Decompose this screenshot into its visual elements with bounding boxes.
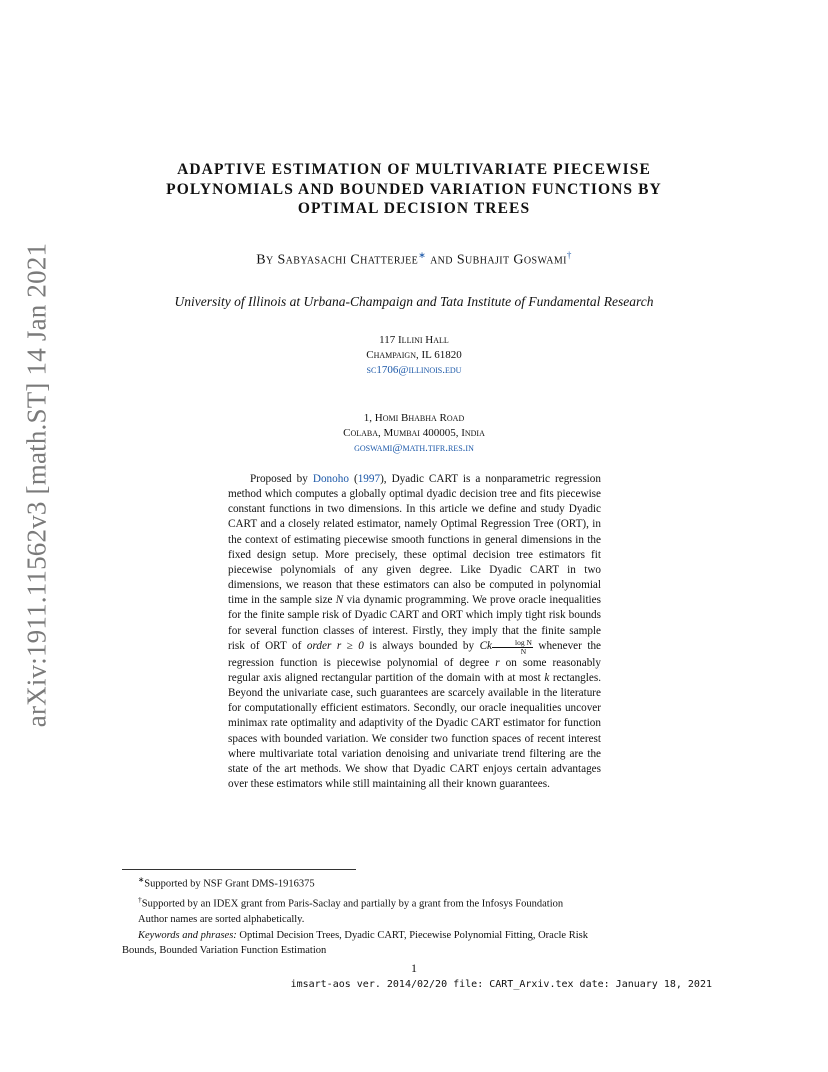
footnote-mark: † bbox=[138, 895, 142, 904]
title-line: OPTIMAL DECISION TREES bbox=[297, 200, 531, 217]
abstract-text: whenever the regression function is piecewise polynomial of degree bbox=[228, 639, 602, 669]
address-block bbox=[214, 411, 614, 456]
affiliation: University of Illinois at Urbana-Champaign and Tata Institute of Fundamental Research bbox=[174, 294, 654, 309]
address-line: Champaign, IL 61820 bbox=[366, 349, 462, 361]
arxiv-sidebar bbox=[14, 242, 60, 728]
emphasis-text: order bbox=[306, 639, 332, 652]
math-expression: r ≥ 0 bbox=[336, 639, 364, 652]
title-line: POLYNOMIALS AND BOUNDED VARIATION FUNCTIONS BY bbox=[166, 180, 662, 198]
abstract-text: Proposed by bbox=[250, 473, 313, 485]
abstract-text: ( bbox=[348, 473, 358, 485]
math-fraction bbox=[492, 639, 533, 656]
citation-author-link[interactable]: Donoho bbox=[312, 473, 349, 485]
abstract-text: rectangles. Beyond the univariate case, such guarantees are scarcely available in the literature for computationally efficient estimators. Secondly, our oracle inequalities uncover minimax rate optimality and adaptivity of the Dyadic CART estimator for function spaces with bounded variation. We consider two function spaces of recent interest where multivariate total variation denoising and univariate trend filtering are the state of the art methods. We show that Dyadic CART enjoys certain advantages over these estimators while still maintaining all their known guarantees. bbox=[228, 671, 601, 790]
citation-year-link[interactable]: 1997 bbox=[357, 473, 381, 485]
keywords bbox=[122, 928, 712, 944]
abstract bbox=[228, 472, 601, 792]
math-symbol: r bbox=[495, 656, 500, 669]
abstract-text: ), Dyadic CART is a nonparametric regression method which computes a globally optimal dyadic decision tree and fits piecewise constant functions in two dimensions. In this article we define and study Dyadic CART and a closely related estimator, namely Optimal Regression Tree (ORT), in the context of estimating piecewise smooth functions in general dimensions in the fixed design setup. More precisely, these optimal decision tree estimators fit piecewise polynomials of any given degree. Like Dyadic CART in two dimensions, we reason that these estimators can also be computed in polynomial time in the sample size bbox=[228, 473, 601, 607]
email-link[interactable]: sc1706@illinois.edu bbox=[366, 364, 462, 376]
author-line bbox=[120, 250, 708, 269]
footnote-mark: ∗ bbox=[138, 875, 145, 884]
email-link[interactable]: goswami@math.tifr.res.in bbox=[354, 442, 474, 454]
abstract-text: via dynamic programming. We prove oracle inequalities for the finite sample risk of Dyadic CART and ORT which imply tight risk bounds for several function classes of interest. Firstly, they imply that the finite sample risk of ORT of bbox=[228, 594, 601, 652]
imsart-footer: imsart-aos ver. 2014/02/20 file: CART_Arxiv.tex date: January 18, 2021 bbox=[290, 979, 712, 990]
address-line: Colaba, Mumbai 400005, India bbox=[343, 427, 485, 439]
author-name: Sabyasachi Chatterjee bbox=[277, 252, 419, 268]
arxiv-identifier: arXiv:1911.11562v3 [math.ST] 14 Jan 2021 bbox=[21, 242, 52, 728]
footnote-marker-link[interactable]: ∗ bbox=[418, 250, 427, 260]
by-label: By bbox=[256, 252, 274, 268]
math-expression: Ck bbox=[479, 639, 493, 652]
footnote-text: Supported by an IDEX grant from Paris-Saclay and partially by a grant from the Infosys Foundation bbox=[141, 898, 564, 910]
footnote-text: Supported by NSF Grant DMS-1916375 bbox=[144, 878, 315, 890]
address-block bbox=[214, 333, 614, 378]
author-name: Subhajit Goswami bbox=[456, 252, 567, 268]
page-number: 1 bbox=[411, 961, 417, 975]
footnote-rule bbox=[122, 869, 356, 870]
paper-title bbox=[120, 160, 708, 219]
and-label: and bbox=[430, 252, 453, 268]
keywords-continued: Bounds, Bounded Variation Function Estimation bbox=[122, 945, 327, 956]
footnote bbox=[122, 872, 712, 892]
keywords-text: Optimal Decision Trees, Dyadic CART, Piecewise Polynomial Fitting, Oracle Risk bbox=[236, 929, 588, 941]
abstract-text: is always bounded by bbox=[363, 639, 480, 652]
footnote-marker-link[interactable]: † bbox=[566, 250, 572, 260]
abstract-text: on some reasonably regular axis aligned rectangular partition of the domain with at most bbox=[228, 656, 602, 684]
keywords-label: Keywords and phrases: bbox=[138, 929, 237, 941]
math-symbol: k bbox=[544, 671, 550, 684]
footnotes bbox=[122, 872, 712, 959]
title-line: ADAPTIVE ESTIMATION OF MULTIVARIATE PIECEWISE bbox=[177, 161, 651, 178]
fraction-denominator: N bbox=[520, 646, 527, 656]
fraction-numerator: log N bbox=[492, 639, 533, 648]
footnote bbox=[122, 892, 712, 912]
address-line: 117 Illini Hall bbox=[379, 334, 449, 346]
math-symbol: N bbox=[335, 594, 344, 607]
address-line: 1, Homi Bhabha Road bbox=[363, 412, 465, 424]
footnote-note: Author names are sorted alphabetically. bbox=[138, 914, 305, 925]
